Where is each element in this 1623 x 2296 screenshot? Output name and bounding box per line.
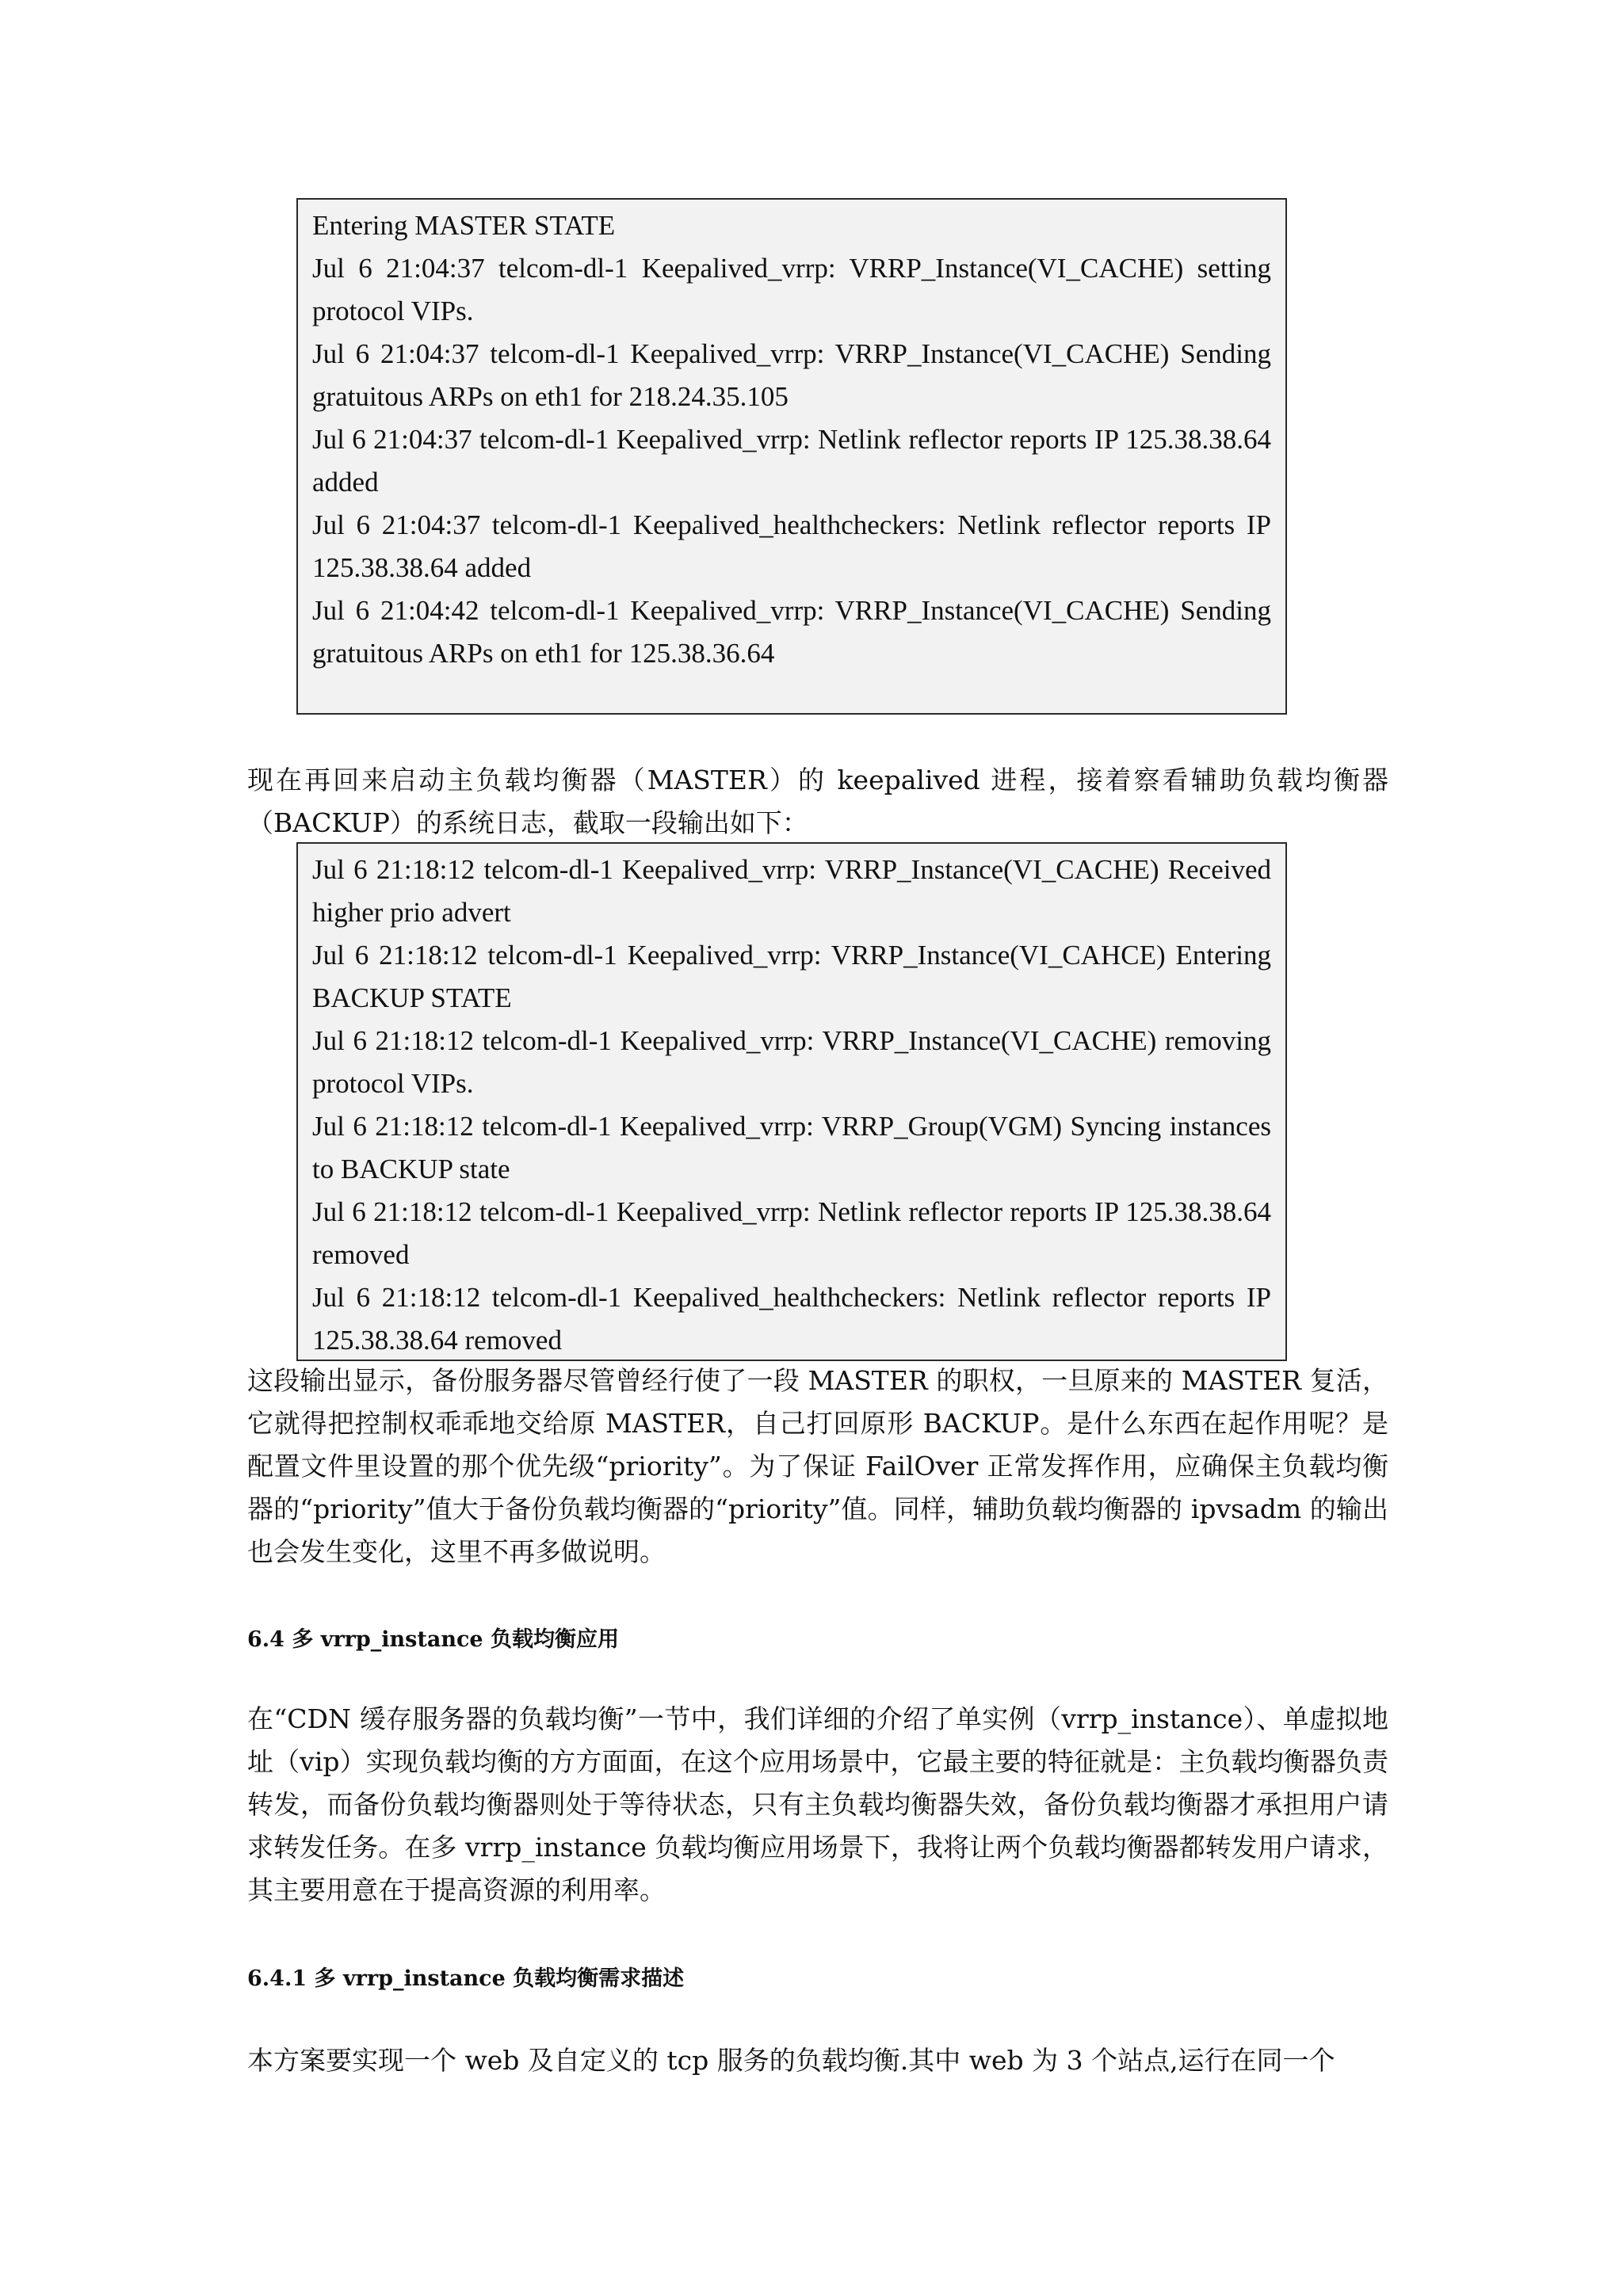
section-6-4-1-paragraph: 本方案要实现一个 web 及自定义的 tcp 服务的负载均衡.其中 web 为 3 个站点,运行在同一个	[247, 2045, 1335, 2076]
section-heading-6-4: 6.4 多 vrrp_instance 负载均衡应用	[247, 1627, 619, 1652]
section-6-4-paragraph: 在“CDN 缓存服务器的负载均衡”一节中，我们详细的介绍了单实例（vrrp_instance）、单虚拟地址（vip）实现负载均衡的方方面面，在这个应用场景中，它最主要的特征就是：主负载均衡器负责转发，而备份负载均衡器则处于等待状态，只有主负载均衡器失效，备份负载均衡器才承担用户请求转发任务。在多 vrrp_instance 负载均衡应用场景下，我将让两个负载均衡器都转发用户请求，其主要用意在于提高资源的利用率。	[247, 1703, 1388, 1905]
intro-paragraph-backup-log: 现在再回来启动主负载均衡器（MASTER）的 keepalived 进程，接着察看辅助负载均衡器（BACKUP）的系统日志，截取一段输出如下：	[247, 765, 1388, 838]
log-line: Jul 6 21:04:37 telcom-dl-1 Keepalived_vrrp: VRRP_Instance(VI_CACHE) setting protocol VIPs.	[312, 253, 1271, 326]
log-line: Jul 6 21:18:12 telcom-dl-1 Keepalived_healthcheckers: Netlink reflector reports IP 125.38.38.64 removed	[312, 1282, 1271, 1356]
log-line: Jul 6 21:18:12 telcom-dl-1 Keepalived_vrrp: VRRP_Instance(VI_CACHE) removing protocol VIPs.	[312, 1025, 1271, 1099]
log-line: Entering MASTER STATE	[312, 210, 616, 241]
log-line: Jul 6 21:18:12 telcom-dl-1 Keepalived_vrrp: VRRP_Group(VGM) Syncing instances to BACKUP state	[312, 1111, 1271, 1184]
log-output-block-backup	[296, 842, 1287, 1361]
explanation-paragraph: 这段输出显示，备份服务器尽管曾经行使了一段 MASTER 的职权，一旦原来的 MASTER 复活，它就得把控制权乖乖地交给原 MASTER，自己打回原形 BACKUP。是什么东西在起作用呢？是配置文件里设置的那个优先级“priority”。为了保证 FailOver 正常发挥作用，应确保主负载均衡器的“priority”值大于备份负载均衡器的“priority”值。同样，辅助负载均衡器的 ipvsadm 的输出也会发生变化，这里不再多做说明。	[247, 1365, 1388, 1567]
log-line: Jul 6 21:04:37 telcom-dl-1 Keepalived_vrrp: Netlink reflector reports IP 125.38.38.64 added	[312, 424, 1271, 498]
log-line: Jul 6 21:04:37 telcom-dl-1 Keepalived_healthcheckers: Netlink reflector reports IP 125.38.38.64 added	[312, 509, 1271, 583]
log-line: Jul 6 21:04:42 telcom-dl-1 Keepalived_vrrp: VRRP_Instance(VI_CACHE) Sending gratuitous ARPs on eth1 for 125.38.36.64	[312, 595, 1271, 669]
log-line: Jul 6 21:04:37 telcom-dl-1 Keepalived_vrrp: VRRP_Instance(VI_CACHE) Sending gratuitous ARPs on eth1 for 218.24.35.105	[312, 338, 1271, 412]
log-line: Jul 6 21:18:12 telcom-dl-1 Keepalived_vrrp: VRRP_Instance(VI_CACHE) Received higher prio advert	[312, 854, 1271, 928]
log-line: Jul 6 21:18:12 telcom-dl-1 Keepalived_vrrp: Netlink reflector reports IP 125.38.38.64 removed	[312, 1196, 1271, 1270]
section-heading-6-4-1: 6.4.1 多 vrrp_instance 负载均衡需求描述	[247, 1966, 685, 1991]
log-output-block-master	[296, 198, 1287, 715]
log-line: Jul 6 21:18:12 telcom-dl-1 Keepalived_vrrp: VRRP_Instance(VI_CAHCE) Entering BACKUP STATE	[312, 940, 1271, 1013]
